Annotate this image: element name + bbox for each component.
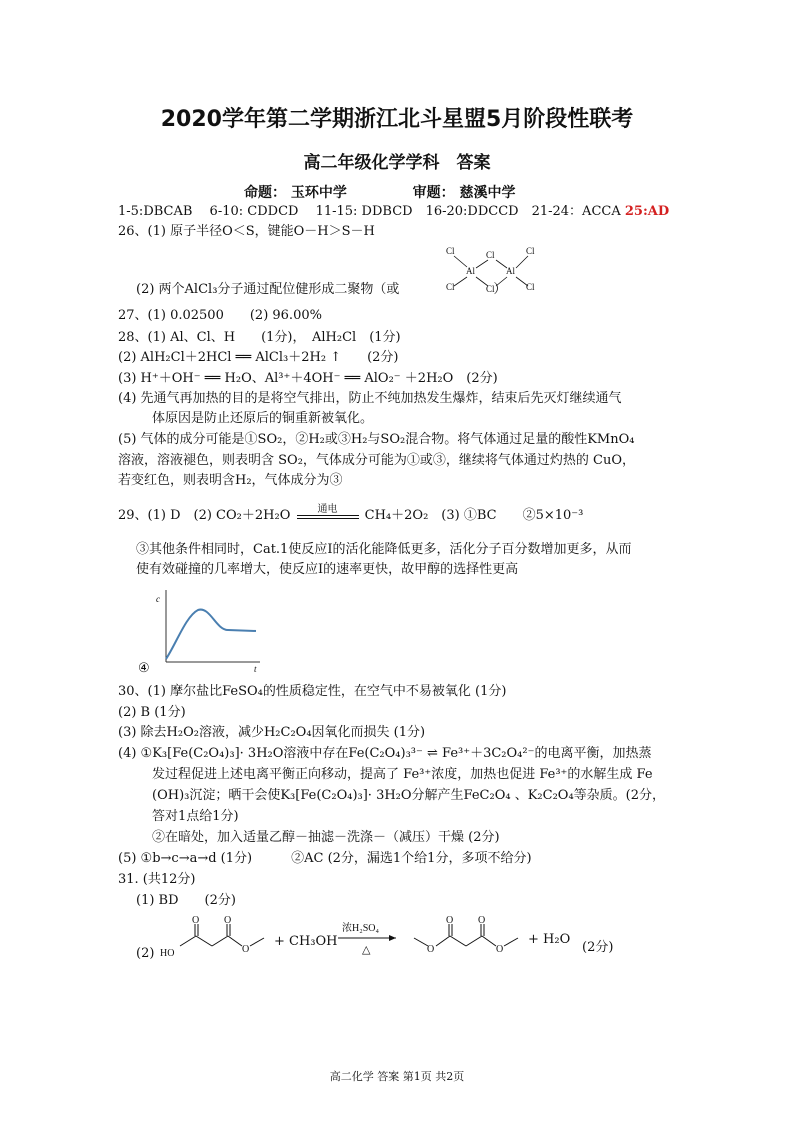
page-footer: 高二化学 答案 第1页 共2页 — [329, 1070, 465, 1083]
dimer-cl-2: Cl — [486, 250, 495, 260]
mc-answer-highlight: 25:AD — [624, 204, 670, 219]
q29-1 — [118, 503, 584, 526]
q31-2-methanol: + CH₃OH — [274, 934, 338, 949]
q28-3: (3) H⁺＋OH⁻ ══ H₂O、Al³⁺＋4OH⁻ ══ AlO₂⁻ ＋2H₂O (2分) — [118, 371, 498, 386]
graph-curve — [166, 610, 256, 659]
dimer-cl-1: Cl — [446, 246, 455, 256]
q28-1: 28、(1) Al、Cl、H (1分)， AlH₂Cl (1分) — [118, 330, 401, 345]
q28-5c: 若变红色，则表明含H₂，气体成分为③ — [118, 473, 343, 488]
q29-3b: 使有效碰撞的几率增大，使反应Ⅰ的速率更快，故甲醇的选择性更高 — [136, 562, 519, 577]
dimer-cl-4: Cl — [446, 282, 455, 292]
svg-text:O: O — [496, 944, 504, 955]
q29-arrow-condition: 通电 — [317, 503, 338, 515]
graph-number-label: ④ — [138, 660, 150, 675]
q28-4a: (4) 先通气再加热的目的是将空气排出，防止不纯加热发生爆炸，结束后先灭灯继续通气 — [118, 391, 622, 406]
dimer-cl-6: Cl — [526, 282, 535, 292]
q28-4b: 体原因是防止还原后的铜重新被氧化。 — [152, 411, 374, 426]
svg-text:O: O — [427, 944, 435, 955]
reviewer-label: 审题： — [412, 185, 455, 201]
q30-2: (2) B (1分) — [118, 705, 186, 720]
dimer-cl-5: Cl — [486, 284, 495, 294]
page-subtitle: 高二年级化学学科 答案 — [303, 153, 491, 173]
svg-text:O: O — [478, 916, 486, 926]
svg-text:O: O — [242, 944, 250, 955]
ho-label: HO — [160, 948, 175, 959]
q26-2-text: (2) 两个AlCl₃分子通过配位健形成二聚物（或 — [136, 282, 400, 297]
arrow-heat: △ — [362, 944, 371, 956]
q30-3: (3) 除去H₂O₂溶液，减少H₂C₂O₄因氧化而损失 (1分) — [118, 725, 426, 740]
q28-5a: (5) 气体的成分可能是①SO₂，②H₂或③H₂与SO₂混合物。将气体通过足量的酸性KMnO₄ — [118, 432, 635, 447]
q28-5b: 溶液，溶液褪色，则表明含 SO₂，气体成分可能为①或③，继续将气体通过灼热的 CuO， — [118, 453, 636, 468]
setter-label: 命题： — [244, 185, 286, 201]
svg-text:O: O — [224, 916, 232, 926]
reaction-arrow — [334, 920, 404, 958]
dimer-al-1: Al — [466, 266, 475, 276]
q30-5: (5) ①b→c→a→d (1分) ②AC (2分，漏选1个给1分，多项不给分) — [118, 851, 532, 866]
q31-header: 31. (共12分) — [118, 872, 196, 887]
q26-2 — [136, 280, 506, 300]
q30-4b: 发过程促进上述电离平衡正向移动，提高了 Fe³⁺浓度，加热也促进 Fe³⁺的水解生成 Fe — [152, 767, 653, 782]
q30-4d: 答对1点给1分) — [152, 809, 239, 824]
page-title: 2020学年第二学期浙江北斗星盟5月阶段性联考 — [160, 107, 634, 132]
q29-1-right: CH₄＋2O₂ (3) ①BC ②5×10⁻³ — [364, 508, 584, 523]
dimer-cl-3: Cl — [526, 246, 535, 256]
graph-y-label: c — [156, 594, 160, 604]
q30-4c: (OH)₃沉淀；晒干会使K₃[Fe(C₂O₄)₃]· 3H₂O分解产生FeC₂O₄ 、K₂C₂O₄等杂质。(2分， — [152, 788, 665, 803]
q26-2-paren: ） — [493, 282, 507, 297]
q30-4e: ②在暗处，加入适量乙醇－抽滤－洗涤－（减压）干燥 (2分) — [152, 830, 500, 845]
q31-2-score: (2分) — [582, 940, 614, 955]
q29-1-left: 29、(1) D (2) CO₂＋2H₂O — [118, 508, 291, 523]
q27: 27、(1) 0.02500 (2) 96.00% — [118, 308, 322, 323]
q26-1: 26、(1) 原子半径O＜S，键能O－H＞S－H — [118, 224, 375, 239]
q29-concentration-time-graph — [136, 586, 266, 678]
mc-answers — [118, 202, 669, 222]
authors-line — [244, 182, 516, 202]
q30-4a: (4) ①K₃[Fe(C₂O₄)₃]· 3H₂O溶液中存在Fe(C₂O₄)₃³⁻ ⇌ Fe³⁺＋3C₂O₄²⁻的电离平衡，加热蒸 — [118, 746, 652, 761]
q30-1: 30、(1) 摩尔盐比FeSO₄的性质稳定性，在空气中不易被氧化 (1分) — [118, 684, 507, 699]
arrow-condition: 浓H₂SO₄ — [342, 923, 379, 934]
q31-1: (1) BD (2分) — [136, 893, 236, 908]
svg-text:O: O — [192, 916, 200, 926]
svg-text:O: O — [446, 916, 454, 926]
reviewer-school: 慈溪中学 — [459, 185, 516, 201]
q29-equilibrium-arrow — [295, 503, 361, 523]
mc-answers-text: 1-5:DBCAB 6-10: CDDCD 11-15: DDBCD 16-20:DDCCD 21-24：ACCA — [118, 204, 621, 219]
malonic-acid-monomethyl-ester-structure — [160, 916, 270, 966]
q31-2-label: (2) — [136, 946, 155, 961]
q31-2-water: + H₂O — [528, 932, 571, 947]
dimethyl-malonate-structure — [410, 916, 526, 966]
dimer-al-2: Al — [506, 266, 515, 276]
q28-2: (2) AlH₂Cl＋2HCl ══ AlCl₃＋2H₂ ↑ (2分) — [118, 350, 399, 365]
setter-school: 玉环中学 — [290, 185, 347, 201]
graph-x-label: t — [254, 664, 257, 674]
q29-3a: ③其他条件相同时，Cat.1使反应Ⅰ的活化能降低更多，活化分子百分数增加更多，从而 — [136, 542, 632, 557]
